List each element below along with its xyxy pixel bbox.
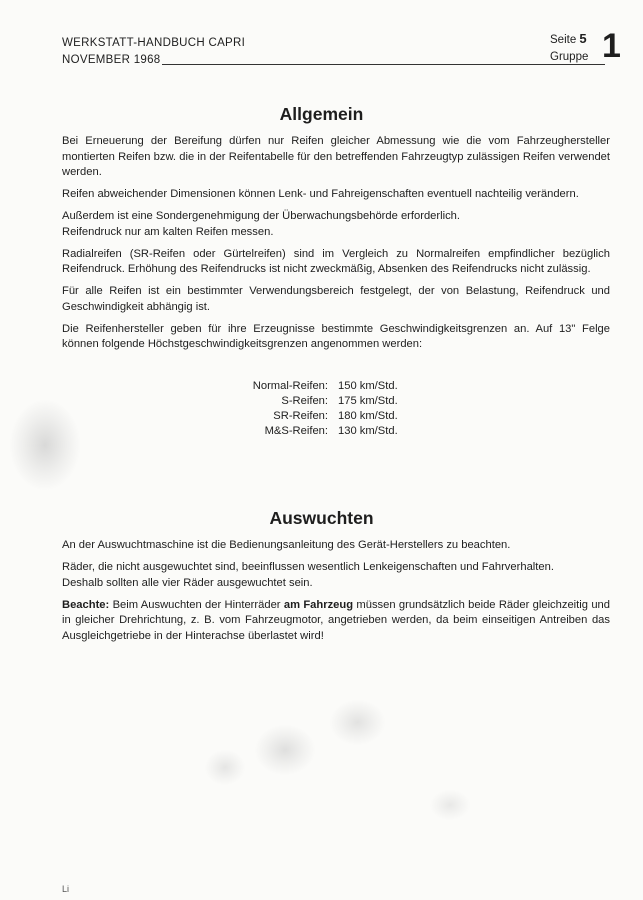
smudge [430,790,470,820]
speed-value: 130 km/Std. [338,425,398,437]
tire-type: M&S-Reifen: [264,425,328,437]
tire-type: S-Reifen: [281,395,328,407]
note-text: Beim Auswuchten der Hinterräder [109,598,284,611]
note-emphasis: am Fahrzeug [283,598,354,611]
paragraph [62,209,610,240]
smudge [205,750,245,785]
header-rule [162,64,605,65]
smudge [255,725,315,775]
paragraph-line: Deshalb sollten alle vier Räder ausgewuchtet sein. [62,576,313,589]
section-allgemein-body [62,134,610,359]
speed-value: 150 km/Std. [338,380,398,392]
note-label: Beachte: [62,598,110,611]
paragraph: Bei Erneuerung der Bereifung dürfen nur Reifen gleicher Abmessung wie die vom Fahrzeughersteller montierten Reifen bzw. die in der Reifentabelle für den betreffenden Fahrzeugtyp zulässigen Reifen verwendet werden. [62,135,610,178]
table-row [218,379,398,394]
paragraph-line: Reifendruck nur am kalten Reifen messen. [62,225,274,238]
smudge [10,400,80,490]
tire-type: SR-Reifen: [273,410,328,422]
smudge [330,700,385,745]
section-auswuchten-body [62,538,610,651]
page-number: 5 [579,31,587,46]
paragraph: Reifen abweichender Dimensionen können Lenk- und Fahreigenschaften eventuell nachteilig verändern. [62,188,579,200]
group-number: 1 [602,27,621,65]
section-heading-allgemein: Allgemein [279,104,364,124]
table-row [218,424,398,439]
speed-value: 180 km/Std. [338,410,398,422]
speed-value: 175 km/Std. [338,395,398,407]
group-label: Gruppe [550,51,589,63]
manual-date: NOVEMBER 1968 [62,54,161,66]
note-text: müssen grundsätzlich beide Räder gleichzeitig und in gleicher Drehrichtung, z. B. vom Fahrzeugmotor, angetrieben werden, da beim einseitigen Antreiben das Ausgleichgetriebe in der Hinterachse überlastet wird! [62,598,610,642]
paragraph: Radialreifen (SR-Reifen oder Gürtelreifen) sind im Vergleich zu Normalreifen empfindlicher bezüglich Reifendruck. Erhöhung des Reifendrucks ist nicht zweckmäßig, Absenken des Reifendrucks nicht zulässig. [62,247,610,275]
note-paragraph [62,598,610,645]
footer-mark: Li [62,884,70,894]
table-row [218,394,398,409]
header-right [550,30,588,66]
section-heading-auswuchten: Auswuchten [269,508,374,528]
table-row [218,409,398,424]
paragraph-line: Außerdem ist eine Sondergenehmigung der Überwachungsbehörde erforderlich. [62,210,461,222]
tire-type: Normal-Reifen: [252,380,328,392]
paragraph: Die Reifenhersteller geben für ihre Erzeugnisse bestimmte Geschwindigkeitsgrenzen an. Auf 13" Felge können folgende Höchstgeschwindigkeitsgrenzen angenommen werden: [62,322,610,350]
page-label: Seite [550,34,577,46]
paragraph-line: Räder, die nicht ausgewuchtet sind, beeinflussen wesentlich Lenkeigenschaften und Fahrverhalten. [62,561,554,573]
speed-limit-table [218,379,398,439]
manual-title: WERKSTATT-HANDBUCH CAPRI [62,37,246,49]
paragraph: An der Auswuchtmaschine ist die Bedienungsanleitung des Gerät-Herstellers zu beachten. [62,539,511,551]
paragraph: Für alle Reifen ist ein bestimmter Verwendungsbereich festgelegt, der von Belastung, Reifendruck und Geschwindigkeit abhängig ist. [62,285,610,313]
paragraph [62,560,610,591]
